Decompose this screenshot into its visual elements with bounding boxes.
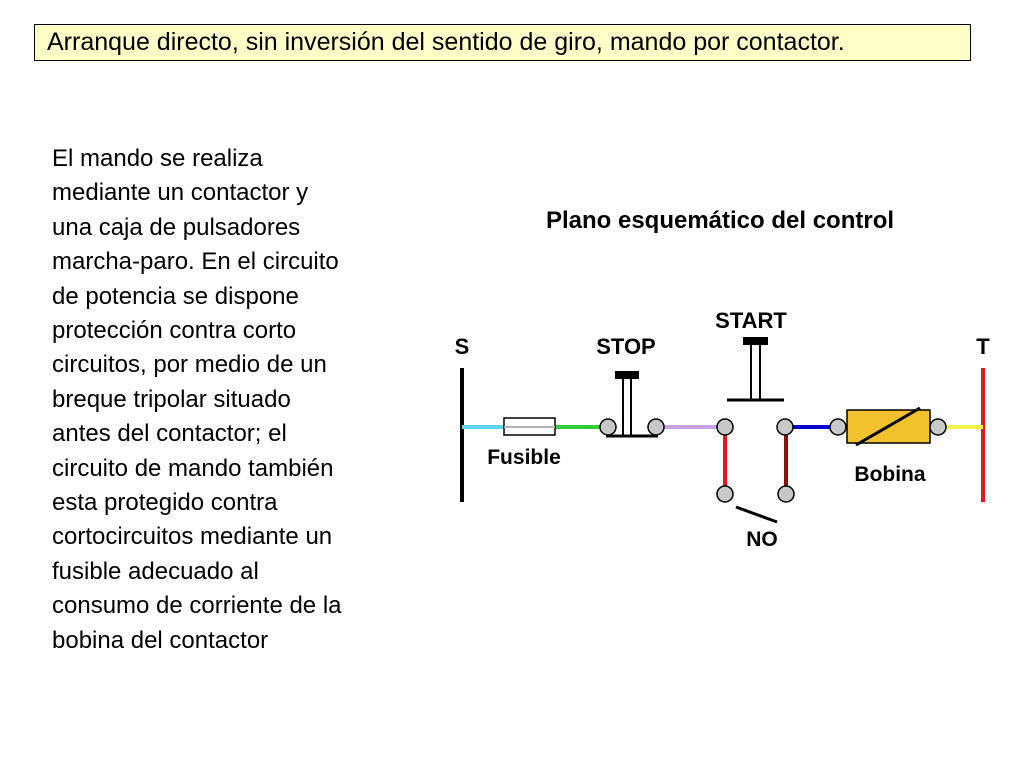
stop-terminal [648, 419, 664, 435]
description-line: fusible adecuado al [52, 557, 259, 585]
description-line: esta protegido contra [52, 489, 278, 517]
label-s: S [454, 334, 470, 359]
label-fusible: Fusible [487, 446, 561, 469]
description-line: consumo de corriente de la [52, 592, 342, 620]
description-line: breque tripolar situado [52, 385, 291, 413]
label-start: START [715, 308, 787, 333]
description-line: circuito de mando también [52, 454, 334, 482]
stop-button-cap [615, 371, 639, 379]
no-contact-blade [736, 507, 777, 522]
label-stop: STOP [596, 334, 656, 359]
start-terminal [777, 419, 793, 435]
no-contact-terminal [717, 486, 733, 502]
slide-title: Arranque directo, sin inversión del sentido de giro, mando por contactor. [34, 24, 971, 61]
description-line: mediante un contactor y [52, 179, 309, 207]
description-line: circuitos, por medio de un [52, 351, 327, 379]
description-line: de potencia se dispone [52, 282, 299, 310]
label-bobina: Bobina [854, 463, 926, 486]
label-no: NO [746, 528, 778, 551]
description-line: antes del contactor; el [52, 420, 287, 448]
description-line: una caja de pulsadores [52, 213, 301, 241]
description-line: protección contra corto [52, 317, 297, 345]
coil-terminal [830, 419, 846, 435]
description-line: bobina del contactor [52, 626, 269, 654]
stop-terminal [600, 419, 616, 435]
diagram-heading: Plano esquemático del control [545, 207, 895, 234]
label-t: T [976, 334, 990, 359]
description-line: marcha-paro. En el circuito [52, 248, 339, 276]
start-terminal [717, 419, 733, 435]
description-line: El mando se realiza [52, 145, 263, 172]
coil-terminal [930, 419, 946, 435]
no-contact-terminal [778, 486, 794, 502]
start-button-cap [743, 337, 768, 345]
description-line: cortocircuitos mediante un [52, 523, 333, 551]
